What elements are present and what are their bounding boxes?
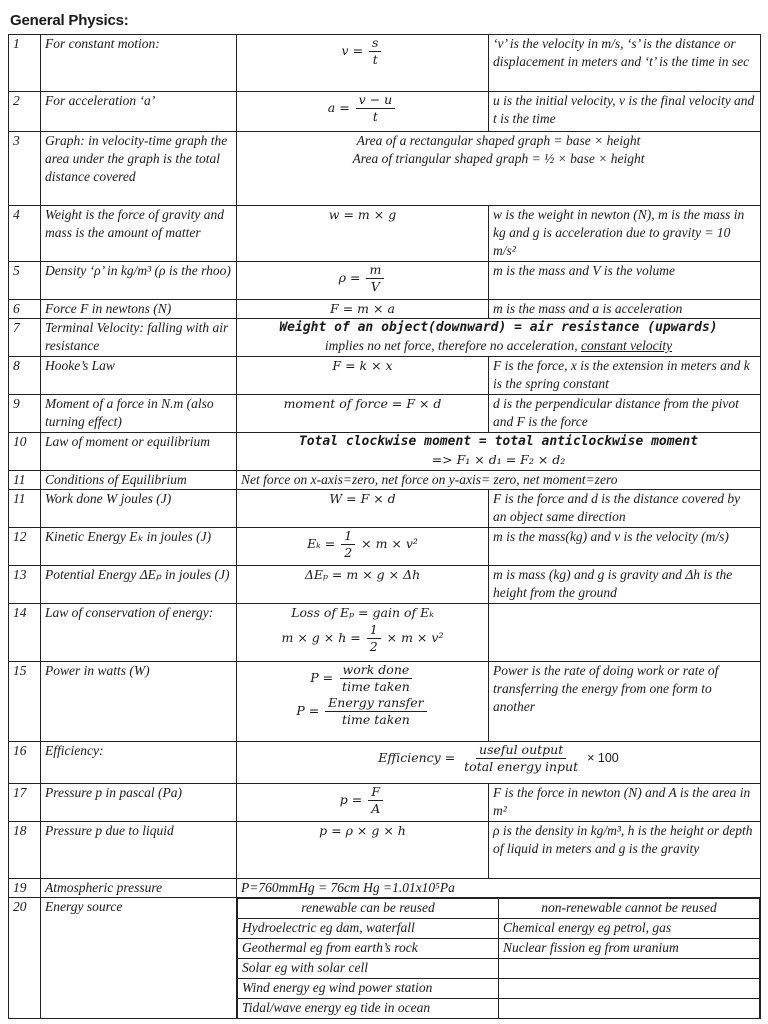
- fraction: $\frac{v - u}{t}$: [356, 92, 396, 125]
- row-number: 17: [9, 784, 41, 822]
- description-cell: F is the force in newton (N) and A is the area in m²: [489, 784, 761, 822]
- energy-source-cell: [237, 898, 761, 1019]
- formula-cell: a = $\frac{v - u}{t}$: [237, 92, 489, 132]
- row-number: 20: [9, 898, 41, 1019]
- nonrenewable-item: Chemical energy eg petrol, gas: [499, 919, 760, 939]
- topic-cell: Energy source: [41, 898, 237, 1019]
- row-number: 8: [9, 357, 41, 395]
- description-cell: [489, 604, 761, 662]
- description-cell: u is the initial velocity, v is the final velocity and t is the time: [489, 92, 761, 132]
- fraction: $\frac{1}{2}$: [341, 528, 355, 561]
- table-row: [9, 490, 761, 528]
- topic-cell: Law of conservation of energy:: [41, 604, 237, 662]
- formula-cell: v = $\frac{s}{t}$: [237, 35, 489, 92]
- formula-cell: Area of a rectangular shaped graph = base × height Area of triangular shaped graph = ½ × base × height: [237, 132, 761, 206]
- row-number: 19: [9, 879, 41, 898]
- topic-cell: Hooke’s Law: [41, 357, 237, 395]
- formula-cell: Total clockwise moment = total anticlockwise moment => F₁ × d₁ = F₂ × d₂: [237, 433, 761, 471]
- description-cell: w is the weight in newton (N), m is the mass in kg and g is acceleration due to gravity = 10 m/s²: [489, 206, 761, 262]
- formula-cell: F = m × a: [237, 300, 489, 319]
- description-cell: F is the force and d is the distance covered by an object same direction: [489, 490, 761, 528]
- fraction: $\frac{s}{t}$: [369, 35, 381, 68]
- energy-header-row: [238, 899, 760, 919]
- topic-cell: Power in watts (W): [41, 662, 237, 742]
- table-row: [9, 662, 761, 742]
- table-row: [9, 92, 761, 132]
- energy-row: [238, 959, 760, 979]
- description-cell: F is the force, x is the extension in meters and k is the spring constant: [489, 357, 761, 395]
- table-row: [9, 822, 761, 879]
- description-cell: m is mass (kg) and g is gravity and Δh is the height from the ground: [489, 566, 761, 604]
- table-row: [9, 784, 761, 822]
- table-row: [9, 35, 761, 92]
- topic-cell: Graph: in velocity-time graph the area under the graph is the total distance covered: [41, 132, 237, 206]
- topic-cell: Law of moment or equilibrium: [41, 433, 237, 471]
- row-number: 10: [9, 433, 41, 471]
- formula-cell: p = $\frac{F}{A}$: [237, 784, 489, 822]
- fraction: $\frac{\text{useful output}}{\text{total energy input}}$: [464, 742, 579, 774]
- topic-cell: Density ‘ρ’ in kg/m³ (ρ is the rhoo): [41, 262, 237, 300]
- physics-formula-table: [8, 34, 761, 1019]
- formula-cell: ρ = $\frac{m}{V}$: [237, 262, 489, 300]
- renewable-item: Solar eg with solar cell: [238, 959, 499, 979]
- row-number: 13: [9, 566, 41, 604]
- description-cell: Power is the rate of doing work or rate of transferring the energy from one form to another: [489, 662, 761, 742]
- formula-cell: Efficiency = $\frac{\text{useful output}}{\text{total energy input}}$ × 100: [237, 742, 761, 784]
- topic-cell: Kinetic Energy Eₖ in joules (J): [41, 528, 237, 566]
- formula-cell: Weight of an object(downward) = air resistance (upwards) implies no net force, therefore no acceleration, constant velocity: [237, 319, 761, 357]
- renewable-item: Hydroelectric eg dam, waterfall: [238, 919, 499, 939]
- topic-cell: Pressure p due to liquid: [41, 822, 237, 879]
- row-number: 9: [9, 395, 41, 433]
- table-row: [9, 132, 761, 206]
- table-row: [9, 300, 761, 319]
- table-row: [9, 395, 761, 433]
- row-number: 4: [9, 206, 41, 262]
- table-row: [9, 528, 761, 566]
- row-number: 11: [9, 471, 41, 490]
- renewable-item: Geothermal eg from earth’s rock: [238, 939, 499, 959]
- description-cell: m is the mass(kg) and v is the velocity (m/s): [489, 528, 761, 566]
- description-cell: m is the mass and V is the volume: [489, 262, 761, 300]
- row-number: 18: [9, 822, 41, 879]
- nonrenewable-header: non-renewable cannot be reused: [499, 899, 760, 919]
- page-title: General Physics:: [10, 12, 129, 29]
- formula-cell: p = ρ × g × h: [237, 822, 489, 879]
- row-number: 14: [9, 604, 41, 662]
- table-row: [9, 879, 761, 898]
- topic-cell: Weight is the force of gravity and mass is the amount of matter: [41, 206, 237, 262]
- nonrenewable-item: [499, 959, 760, 979]
- fraction: $\frac{\text{work done}}{\text{time taken}}$: [339, 662, 413, 695]
- energy-row: [238, 979, 760, 999]
- row-number: 12: [9, 528, 41, 566]
- energy-row: [238, 939, 760, 959]
- topic-cell: Potential Energy ΔEₚ in joules (J): [41, 566, 237, 604]
- topic-cell: For constant motion:: [41, 35, 237, 92]
- formula-cell: Net force on x-axis=zero, net force on y-axis= zero, net moment=zero: [237, 471, 761, 490]
- description-cell: m is the mass and a is acceleration: [489, 300, 761, 319]
- renewable-header: renewable can be reused: [238, 899, 499, 919]
- formula-cell: P=760mmHg = 76cm Hg =1.01x10⁵Pa: [237, 879, 761, 898]
- topic-cell: Atmospheric pressure: [41, 879, 237, 898]
- formula-cell: moment of force = F × d: [237, 395, 489, 433]
- formula-cell: Eₖ = $\frac{1}{2}$ × m × v²: [237, 528, 489, 566]
- table-row: [9, 471, 761, 490]
- row-number: 5: [9, 262, 41, 300]
- formula-cell: w = m × g: [237, 206, 489, 262]
- topic-cell: Pressure p in pascal (Pa): [41, 784, 237, 822]
- nonrenewable-item: [499, 999, 760, 1019]
- description-cell: d is the perpendicular distance from the pivot and F is the force: [489, 395, 761, 433]
- row-number: 6: [9, 300, 41, 319]
- energy-row: [238, 999, 760, 1019]
- fraction: $\frac{1}{2}$: [367, 622, 381, 655]
- description-cell: ρ is the density in kg/m³, h is the height or depth of liquid in meters and g is the gravity: [489, 822, 761, 879]
- row-number: 11: [9, 490, 41, 528]
- topic-cell: Work done W joules (J): [41, 490, 237, 528]
- table-row: [9, 604, 761, 662]
- table-row: [9, 433, 761, 471]
- fraction: $\frac{\text{Energy ransfer}}{\text{time taken}}$: [325, 695, 426, 728]
- topic-cell: Conditions of Equilibrium: [41, 471, 237, 490]
- formula-cell: W = F × d: [237, 490, 489, 528]
- topic-cell: Efficiency:: [41, 742, 237, 784]
- topic-cell: For acceleration ‘a’: [41, 92, 237, 132]
- formula-cell: P = $\frac{\text{work done}}{\text{time taken}}$ P = $\frac{\text{Energy ransfer}}{\text{time taken}}$: [237, 662, 489, 742]
- formula-cell: ΔEₚ = m × g × Δh: [237, 566, 489, 604]
- table-row: [9, 319, 761, 357]
- table-row: [9, 357, 761, 395]
- description-cell: ‘v’ is the velocity in m/s, ‘s’ is the distance or displacement in meters and ‘t’ is the time in sec: [489, 35, 761, 92]
- formula-cell: Loss of Eₚ = gain of Eₖ m × g × h = $\frac{1}{2}$ × m × v²: [237, 604, 489, 662]
- topic-cell: Moment of a force in N.m (also turning effect): [41, 395, 237, 433]
- row-number: 15: [9, 662, 41, 742]
- table-row: [9, 898, 761, 1019]
- energy-row: [238, 919, 760, 939]
- row-number: 3: [9, 132, 41, 206]
- topic-cell: Terminal Velocity: falling with air resistance: [41, 319, 237, 357]
- nonrenewable-item: Nuclear fission eg from uranium: [499, 939, 760, 959]
- row-number: 16: [9, 742, 41, 784]
- row-number: 2: [9, 92, 41, 132]
- table-row: [9, 262, 761, 300]
- row-number: 7: [9, 319, 41, 357]
- formula-cell: F = k × x: [237, 357, 489, 395]
- table-row: [9, 742, 761, 784]
- renewable-item: Tidal/wave energy eg tide in ocean: [238, 999, 499, 1019]
- fraction: $\frac{F}{A}$: [368, 784, 383, 817]
- table-row: [9, 566, 761, 604]
- table-row: [9, 206, 761, 262]
- topic-cell: Force F in newtons (N): [41, 300, 237, 319]
- renewable-item: Wind energy eg wind power station: [238, 979, 499, 999]
- energy-source-table: [237, 898, 760, 1018]
- nonrenewable-item: [499, 979, 760, 999]
- fraction: $\frac{m}{V}$: [366, 262, 384, 295]
- row-number: 1: [9, 35, 41, 92]
